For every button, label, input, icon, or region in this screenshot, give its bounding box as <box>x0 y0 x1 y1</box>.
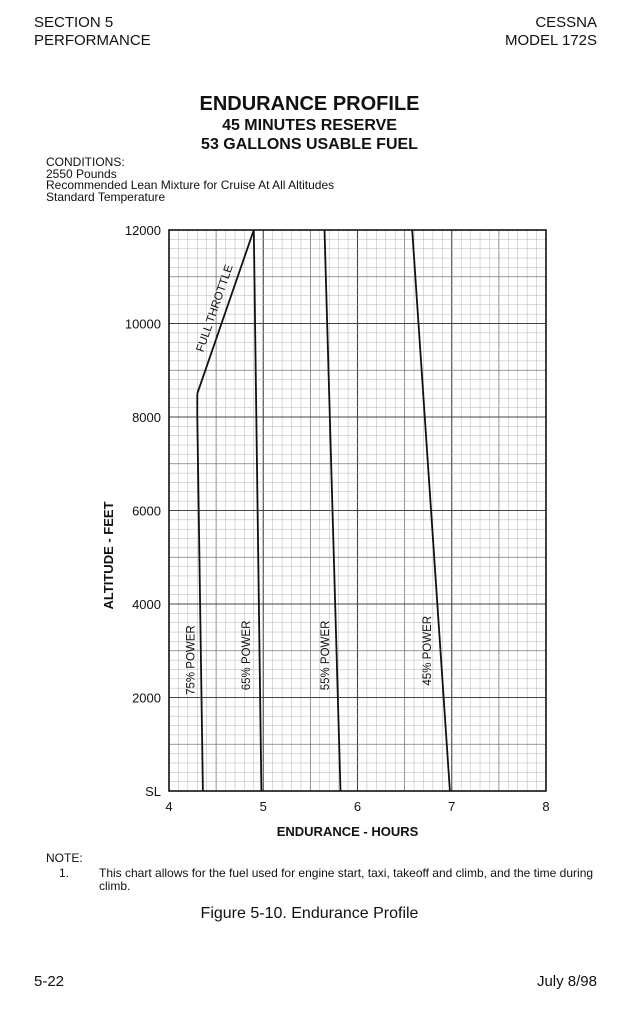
manufacturer-label: CESSNA <box>535 14 597 31</box>
x-tick-label: 6 <box>353 799 362 814</box>
series-label-75-power: 75% POWER <box>185 625 198 695</box>
x-axis-title: ENDURANCE - HOURS <box>276 824 419 839</box>
y-tick-label: SL <box>145 784 161 799</box>
series-label-55-power: 55% POWER <box>320 620 333 691</box>
note-block <box>46 851 594 893</box>
x-tick-label: 5 <box>259 799 267 814</box>
section-label: SECTION 5 <box>34 14 114 31</box>
y-tick-label: 12000 <box>124 223 161 238</box>
y-axis-title: ALTITUDE - FEET <box>101 501 116 610</box>
note-number: 1. <box>59 866 70 880</box>
model-label: MODEL 172S <box>505 32 597 49</box>
y-tick-label: 2000 <box>132 690 161 706</box>
note-text: This chart allows for the fuel used for engine start, taxi, takeoff and climb, and the time during climb. <box>99 866 594 893</box>
section-title: PERFORMANCE <box>34 32 151 49</box>
y-tick-label: 10000 <box>124 316 161 332</box>
revision-date: July 8/98 <box>536 973 597 990</box>
x-tick-label: 8 <box>542 799 550 814</box>
y-tick-label: 4000 <box>132 597 161 612</box>
condition-temperature: Standard Temperature <box>46 189 166 204</box>
series-label-65-power: 65% POWER <box>241 620 254 691</box>
y-tick-label: 6000 <box>132 503 161 519</box>
series-line-75-power <box>197 394 203 791</box>
note-heading: NOTE: <box>46 851 83 865</box>
condition-weight: 2550 Pounds <box>46 166 117 181</box>
figure-caption: Figure 5-10. Endurance Profile <box>200 905 419 922</box>
y-tick-label: 8000 <box>132 410 161 425</box>
chart-subtitle-reserve: 45 MINUTES RESERVE <box>222 117 397 134</box>
page-number: 5-22 <box>34 973 65 990</box>
chart-title: ENDURANCE PROFILE <box>199 93 420 115</box>
series-label-full-throttle: FULL THROTTLE <box>194 263 236 354</box>
conditions-heading: CONDITIONS: <box>46 155 125 169</box>
x-tick-label: 7 <box>448 799 456 814</box>
series-label-45-power: 45% POWER <box>422 615 435 686</box>
chart-subtitle-fuel: 53 GALLONS USABLE FUEL <box>201 136 418 153</box>
condition-mixture: Recommended Lean Mixture for Cruise At All Altitudes <box>46 178 335 192</box>
x-tick-label: 4 <box>165 799 173 814</box>
